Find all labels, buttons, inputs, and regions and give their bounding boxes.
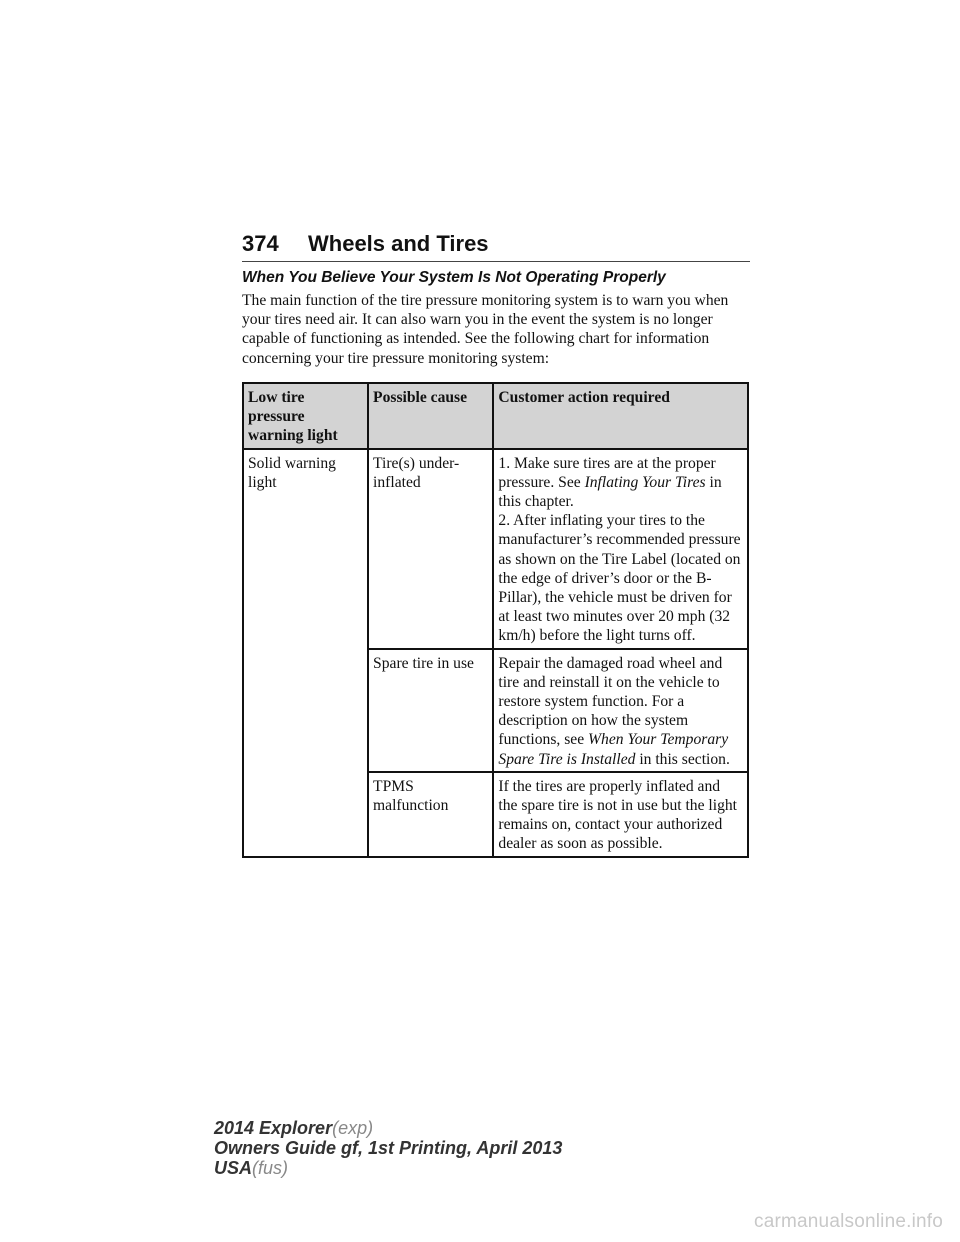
cause-cell: TPMS malfunction (368, 772, 493, 857)
page-number: 374 (242, 231, 279, 256)
action-text: in this section. (635, 750, 730, 768)
action-cell (493, 649, 748, 772)
intro-paragraph: The main function of the tire pressure monitoring system is to warn you when your tires need air. It can also warn you in the event the system is no longer capable of functioning as intended. See the following chart for information concerning your tire pressure monitoring system: (242, 292, 729, 367)
action-text: in this chapter. (498, 473, 722, 511)
section-title: When You Believe Your System Is Not Operating Properly (242, 269, 666, 286)
action-cell (493, 449, 748, 649)
tpms-table (242, 382, 749, 858)
document-footer (214, 1118, 562, 1178)
watermark: carmanualsonline.info (754, 1211, 944, 1232)
action-text: 2. After inflating your tires to the manufacturer’s recommended pressure as shown on the Tire Label (located on the edge of driver’s door or the B-Pillar), the vehicle must be driven for at least two minutes over 20 mph (32 km/h) before the light turns off. (498, 512, 741, 645)
cross-reference-link: Inflating Your Tires (584, 473, 706, 491)
page-header (242, 229, 750, 262)
footer-region-code: (fus) (252, 1158, 289, 1178)
footer-line-model (214, 1118, 562, 1138)
table-row (243, 449, 748, 649)
cause-cell: Tire(s) under-inflated (368, 449, 493, 649)
action-text: Repair the damaged road wheel and tire and reinstall it on the vehicle to restore system function. For a description on how the system functions, see (498, 654, 723, 749)
action-cell: If the tires are properly inflated and the spare tire is not in use but the light remains on, contact your authorized dealer as soon as possible. (493, 772, 748, 857)
footer-region: USA (214, 1158, 253, 1178)
chapter-title: Wheels and Tires (308, 231, 489, 256)
light-cell: Solid warning light (243, 449, 368, 857)
cross-reference-link: When Your Temporary Spare Tire is Installed (498, 731, 729, 768)
header-cell-cause: Possible cause (368, 383, 493, 449)
footer-model: 2014 Explorer (214, 1118, 333, 1138)
footer-line-region (214, 1158, 562, 1178)
header-cell-light: Low tire pressure warning light (243, 383, 368, 449)
action-text: 1. Make sure tires are at the proper pressure. See (498, 454, 716, 491)
cause-cell: Spare tire in use (368, 649, 493, 772)
footer-model-code: (exp) (332, 1118, 374, 1138)
table-header-row (243, 383, 748, 449)
footer-line-printing: Owners Guide gf, 1st Printing, April 2013 (214, 1138, 563, 1158)
header-cell-action: Customer action required (493, 383, 748, 449)
